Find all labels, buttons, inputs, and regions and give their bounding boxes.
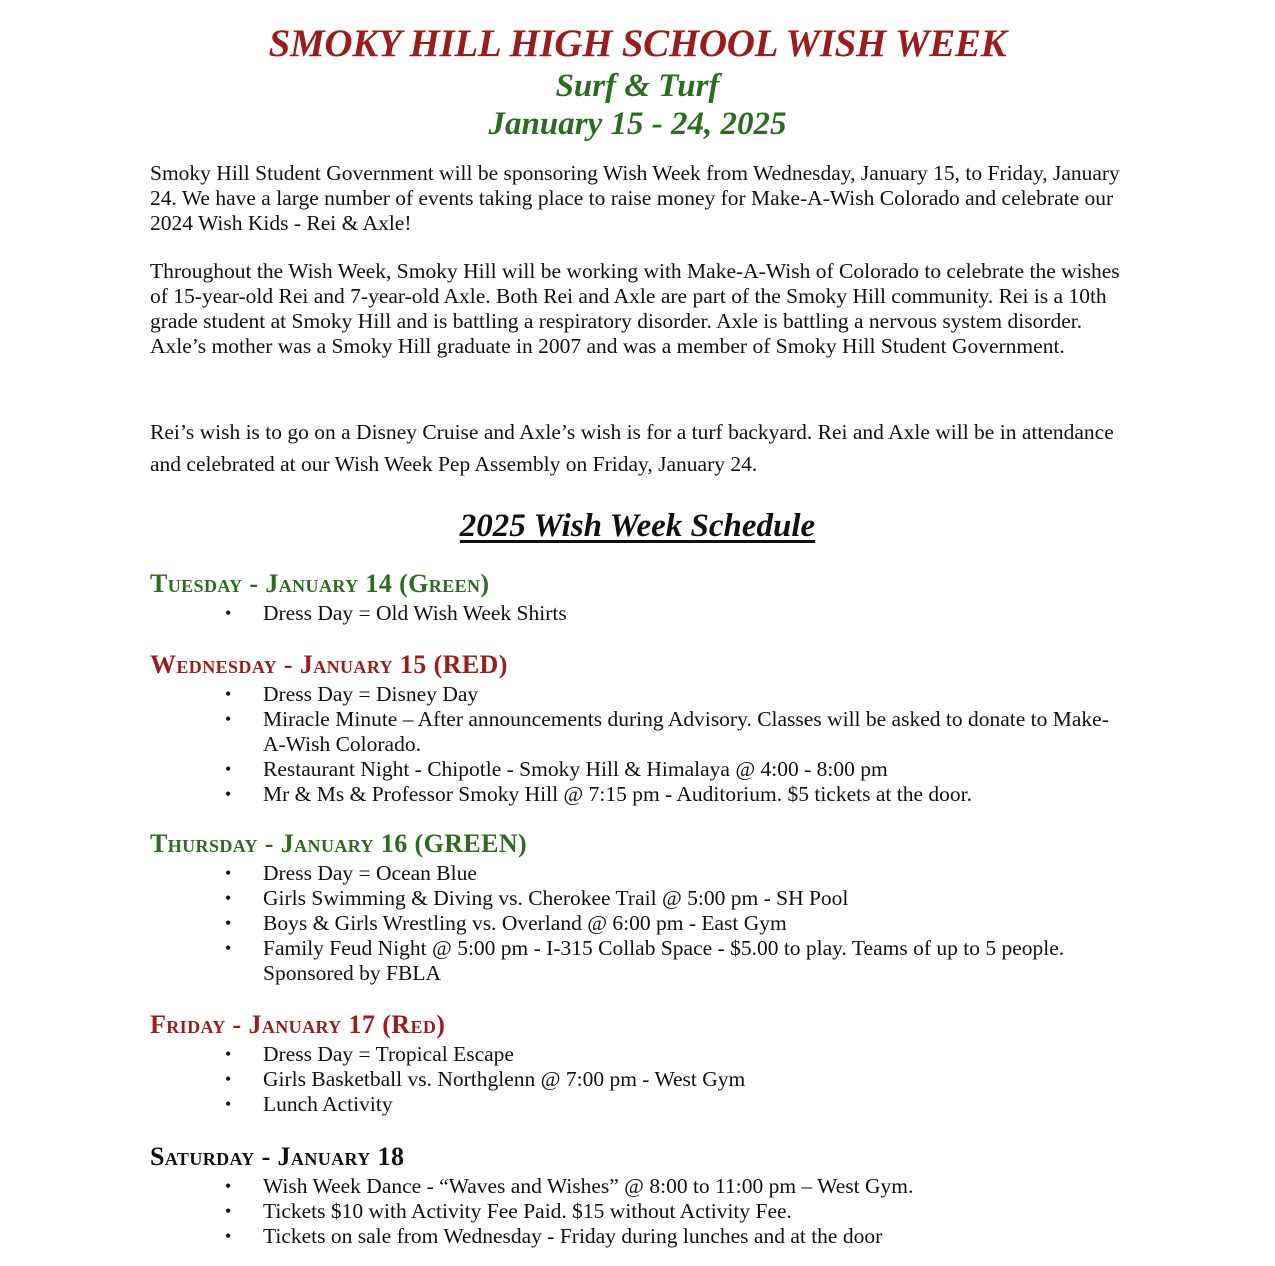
bullet-icon: • xyxy=(225,1044,232,1064)
list-item xyxy=(225,707,1125,757)
bullet-icon: • xyxy=(225,603,232,623)
list-item xyxy=(225,936,1125,986)
list-item xyxy=(225,1199,1125,1224)
list-item-text: Lunch Activity xyxy=(263,1092,393,1116)
bullet-icon: • xyxy=(225,913,232,933)
day-heading-wednesday: Wednesday - January 15 (RED) xyxy=(150,650,508,679)
bullet-icon: • xyxy=(225,888,232,908)
list-item-text: Tickets on sale from Wednesday - Friday during lunches and at the door xyxy=(263,1224,883,1248)
day-list-tuesday xyxy=(225,601,1125,626)
bullet-icon: • xyxy=(225,863,232,883)
intro-paragraph-1: Smoky Hill Student Government will be sponsoring Wish Week from Wednesday, January 15, to Friday, January 24. We have a large number of events taking place to raise money for Make-A-Wish Colorado and celebrate our 2024 Wish Kids - Rei & Axle! xyxy=(150,161,1120,235)
list-item xyxy=(225,1042,1125,1067)
day-heading-tuesday: Tuesday - January 14 (Green) xyxy=(150,569,490,598)
list-item-text: Restaurant Night - Chipotle - Smoky Hill & Himalaya @ 4:00 - 8:00 pm xyxy=(263,757,888,781)
bullet-icon: • xyxy=(225,1094,232,1114)
list-item-text: Dress Day = Disney Day xyxy=(263,682,479,706)
list-item xyxy=(225,757,1125,782)
day-list-friday xyxy=(225,1042,1125,1117)
list-item xyxy=(225,1224,1125,1249)
day-list-wednesday xyxy=(225,682,1125,807)
list-item-text: Girls Basketball vs. Northglenn @ 7:00 pm - West Gym xyxy=(263,1067,746,1091)
bullet-icon: • xyxy=(225,784,232,804)
bullet-icon: • xyxy=(225,709,232,729)
list-item-text: Tickets $10 with Activity Fee Paid. $15 without Activity Fee. xyxy=(263,1199,792,1223)
list-item xyxy=(225,1174,1125,1199)
list-item-text: Miracle Minute – After announcements during Advisory. Classes will be asked to donate to Make-A-Wish Colorado. xyxy=(263,707,1109,756)
bullet-icon: • xyxy=(225,1069,232,1089)
list-item xyxy=(225,601,1125,626)
list-item xyxy=(225,1067,1125,1092)
list-item xyxy=(225,911,1125,936)
list-item-text: Boys & Girls Wrestling vs. Overland @ 6:00 pm - East Gym xyxy=(263,911,787,935)
list-item xyxy=(225,782,1125,807)
bullet-icon: • xyxy=(225,1176,232,1196)
list-item-text: Dress Day = Tropical Escape xyxy=(263,1042,514,1066)
intro-paragraph-3: Rei’s wish is to go on a Disney Cruise and Axle’s wish is for a turf backyard. Rei and Axle will be in attendance and celebrated at our Wish Week Pep Assembly on Friday, January 24. xyxy=(150,420,1114,476)
list-item-text: Wish Week Dance - “Waves and Wishes” @ 8:00 to 11:00 pm – West Gym. xyxy=(263,1174,914,1198)
intro-paragraph-2: Throughout the Wish Week, Smoky Hill will be working with Make-A-Wish of Colorado to celebrate the wishes of 15-year-old Rei and 7-year-old Axle. Both Rei and Axle are part of the Smoky Hill community. Rei is a 10th grade student at Smoky Hill and is battling a respiratory disorder. Axle is battling a nervous system disorder. Axle’s mother was a Smoky Hill graduate in 2007 and was a member of Smoky Hill Student Government. xyxy=(150,259,1120,358)
flyer-dates: January 15 - 24, 2025 xyxy=(488,106,787,142)
list-item-text: Mr & Ms & Professor Smoky Hill @ 7:15 pm - Auditorium. $5 tickets at the door. xyxy=(263,782,972,806)
flyer-subtitle: Surf & Turf xyxy=(555,68,720,104)
bullet-icon: • xyxy=(225,1226,232,1246)
bullet-icon: • xyxy=(225,759,232,779)
list-item xyxy=(225,861,1125,886)
list-item-text: Family Feud Night @ 5:00 pm - I-315 Collab Space - $5.00 to play. Teams of up to 5 people. Sponsored by FBLA xyxy=(263,936,1065,985)
list-item-text: Dress Day = Old Wish Week Shirts xyxy=(263,601,567,625)
day-list-saturday xyxy=(225,1174,1125,1249)
list-item-text: Girls Swimming & Diving vs. Cherokee Trail @ 5:00 pm - SH Pool xyxy=(263,886,849,910)
day-heading-saturday: Saturday - January 18 xyxy=(150,1142,405,1171)
flyer-title: SMOKY HILL HIGH SCHOOL WISH WEEK xyxy=(268,22,1007,65)
list-item xyxy=(225,682,1125,707)
bullet-icon: • xyxy=(225,1201,232,1221)
bullet-icon: • xyxy=(225,684,232,704)
day-heading-thursday: Thursday - January 16 (GREEN) xyxy=(150,829,528,858)
day-list-thursday xyxy=(225,861,1125,986)
schedule-title: 2025 Wish Week Schedule xyxy=(459,508,816,544)
list-item-text: Dress Day = Ocean Blue xyxy=(263,861,477,885)
list-item xyxy=(225,886,1125,911)
day-heading-friday: Friday - January 17 (Red) xyxy=(150,1010,446,1039)
list-item xyxy=(225,1092,1125,1117)
bullet-icon: • xyxy=(225,938,232,958)
